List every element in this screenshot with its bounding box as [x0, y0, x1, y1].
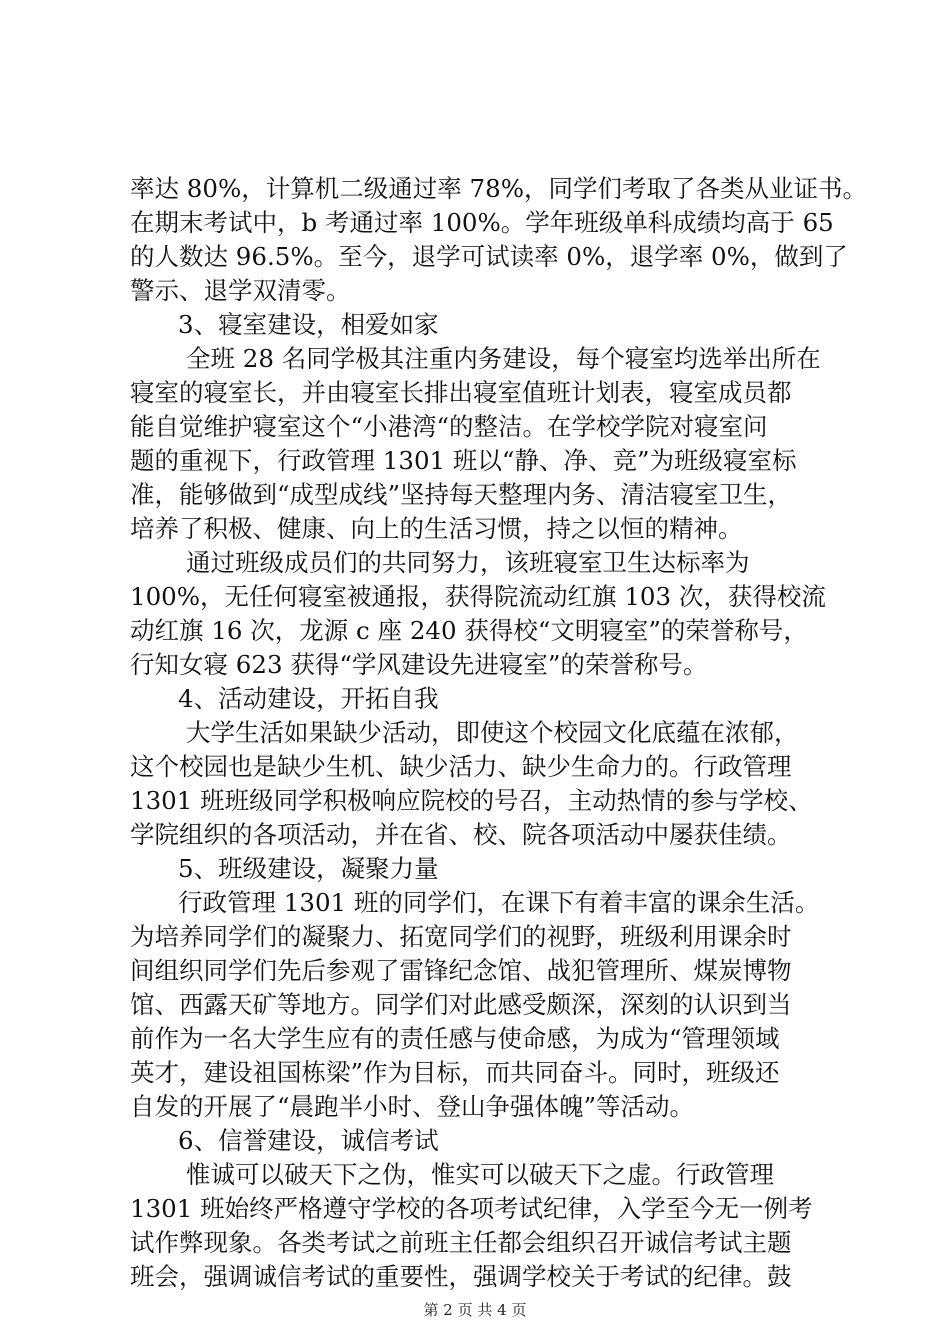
- body-text-line: 1301 班始终严格遵守学校的各项考试纪律，入学至今无一例考: [130, 1194, 813, 1223]
- document-body: [130, 172, 867, 1294]
- body-text-line: 准，能够做到“成型成线”坚持每天整理内务、清洁寝室卫生，: [130, 480, 793, 509]
- body-text-line: 英才，建设祖国栋梁”作为目标，而共同奋斗。同时，班级还: [130, 1058, 780, 1087]
- body-text-line: 前作为一名大学生应有的责任感与使命感，为成为“管理领域: [130, 1024, 780, 1053]
- body-text-line: 100%，无任何寝室被通报，获得院流动红旗 103 次，获得校流: [130, 582, 826, 611]
- body-text-line: 学院组织的各项活动，并在省、校、院各项活动中屡获佳绩。: [130, 820, 792, 849]
- body-text-line: 班会，强调诚信考试的重要性，强调学校关于考试的纪律。鼓: [130, 1262, 792, 1291]
- body-text-line: 的人数达 96.5%。至今，退学可试读率 0%，退学率 0%，做到了: [130, 242, 848, 271]
- body-text-line: 馆、西露天矿等地方。同学们对此感受颇深，深刻的认识到当: [130, 990, 792, 1019]
- body-text-line: 通过班级成员们的共同努力，该班寝室卫生达标率为: [186, 548, 750, 577]
- section-heading-activity: 4、活动建设，开拓自我: [178, 684, 439, 713]
- body-text-line: 行知女寝 623 获得“学风建设先进寝室”的荣誉称号。: [130, 650, 708, 679]
- body-text-line: 全班 28 名同学极其注重内务建设，每个寝室均选举出所在: [186, 344, 821, 373]
- body-text-line: 率达 80%，计算机二级通过率 78%，同学们考取了各类从业证书。: [130, 174, 867, 203]
- page-number-footer: 第 2 页 共 4 页: [423, 1301, 527, 1319]
- body-text-line: 1301 班班级同学积极响应院校的号召，主动热情的参与学校、: [130, 786, 813, 815]
- body-text-line: 这个校园也是缺少生机、缺少活力、缺少生命力的。行政管理: [130, 752, 792, 781]
- body-text-line: 惟诚可以破天下之伪，惟实可以破天下之虚。行政管理: [186, 1160, 774, 1189]
- body-text-line: 自发的开展了“晨跑半小时、登山争强体魄”等活动。: [130, 1092, 695, 1121]
- body-text-line: 为培养同学们的凝聚力、拓宽同学们的视野，班级利用课余时: [130, 922, 792, 951]
- body-text-line: 题的重视下，行政管理 1301 班以“静、净、竞”为班级寝室标: [130, 446, 797, 475]
- body-text-line: 在期末考试中，b 考通过率 100%。学年班级单科成绩均高于 65: [130, 208, 834, 237]
- body-text-line: 培养了积极、健康、向上的生活习惯，持之以恒的精神。: [130, 514, 743, 543]
- body-text-line: 能自觉维护寝室这个“小港湾“的整洁。在学校学院对寝室问: [130, 412, 768, 441]
- body-text-line: 间组织同学们先后参观了雷锋纪念馆、战犯管理所、煤炭博物: [130, 956, 792, 985]
- body-text-line: 寝室的寝室长，并由寝室长排出寝室值班计划表，寝室成员都: [130, 378, 792, 407]
- body-text-line: 动红旗 16 次，龙源 c 座 240 获得校“文明寝室”的荣誉称号，: [130, 616, 808, 645]
- body-text-line: 试作弊现象。各类考试之前班主任都会组织召开诚信考试主题: [130, 1228, 792, 1257]
- section-heading-class: 5、班级建设，凝聚力量: [178, 854, 439, 883]
- section-heading-integrity: 6、信誉建设，诚信考试: [178, 1126, 439, 1155]
- body-text-line: 警示、退学双清零。: [130, 276, 351, 305]
- section-heading-dorm: 3、寝室建设，相爱如家: [178, 310, 439, 339]
- body-text-line: 行政管理 1301 班的同学们，在课下有着丰富的课余生活。: [178, 888, 820, 917]
- body-text-line: 大学生活如果缺少活动，即使这个校园文化底蕴在浓郁，: [186, 718, 799, 747]
